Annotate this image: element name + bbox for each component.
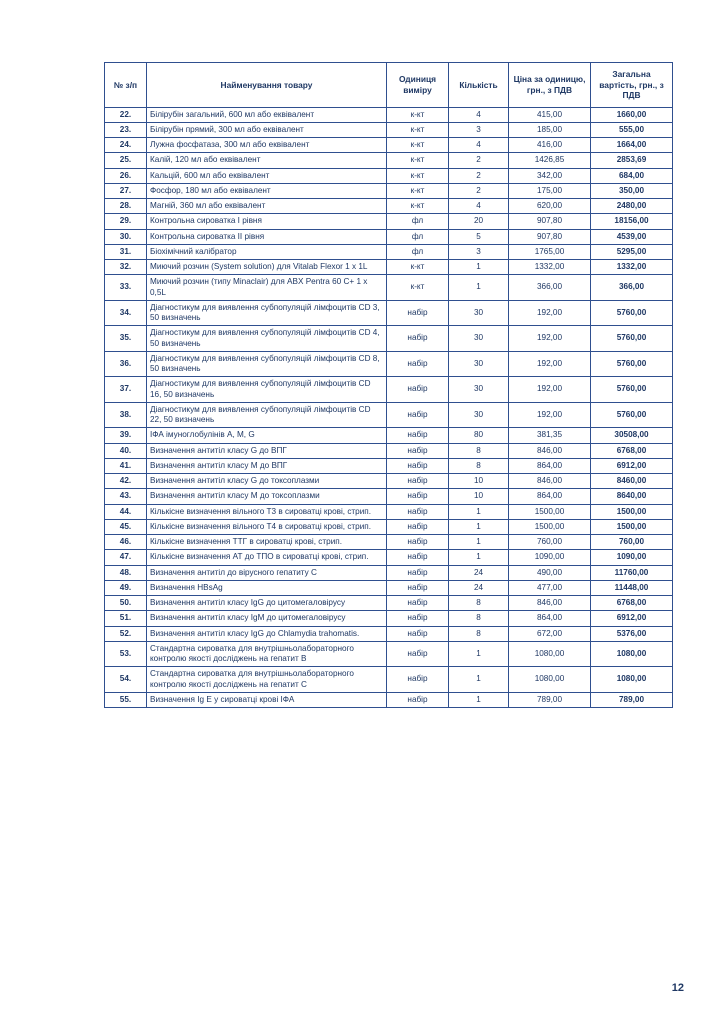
cell-quantity: 8 bbox=[449, 626, 509, 641]
column-header-number: № з/п bbox=[105, 63, 147, 108]
cell-number: 36. bbox=[105, 351, 147, 377]
cell-quantity: 3 bbox=[449, 244, 509, 259]
cell-number: 24. bbox=[105, 138, 147, 153]
cell-quantity: 1 bbox=[449, 667, 509, 693]
cell-product-name: Діагностикум для виявлення субпопуляцій лімфоцитів CD 8, 50 визначень bbox=[147, 351, 387, 377]
table-row bbox=[105, 214, 673, 229]
cell-unit-price: 864,00 bbox=[509, 611, 591, 626]
cell-unit-price: 1500,00 bbox=[509, 504, 591, 519]
cell-quantity: 24 bbox=[449, 565, 509, 580]
table-row bbox=[105, 402, 673, 428]
cell-unit-price: 415,00 bbox=[509, 107, 591, 122]
cell-quantity: 8 bbox=[449, 596, 509, 611]
cell-quantity: 8 bbox=[449, 458, 509, 473]
cell-product-name: Визначення антитіл класу G до токсоплазми bbox=[147, 474, 387, 489]
cell-unit-price: 1090,00 bbox=[509, 550, 591, 565]
cell-total-price: 5760,00 bbox=[591, 300, 673, 326]
cell-quantity: 4 bbox=[449, 199, 509, 214]
cell-unit: набір bbox=[387, 489, 449, 504]
cell-total-price: 11448,00 bbox=[591, 580, 673, 595]
cell-number: 23. bbox=[105, 122, 147, 137]
cell-number: 25. bbox=[105, 153, 147, 168]
cell-unit: набір bbox=[387, 596, 449, 611]
cell-product-name: Визначення антитіл класу G до ВПГ bbox=[147, 443, 387, 458]
cell-unit-price: 846,00 bbox=[509, 474, 591, 489]
cell-unit-price: 175,00 bbox=[509, 183, 591, 198]
cell-quantity: 1 bbox=[449, 275, 509, 301]
cell-number: 53. bbox=[105, 641, 147, 667]
cell-unit-price: 846,00 bbox=[509, 443, 591, 458]
table-row bbox=[105, 596, 673, 611]
cell-unit-price: 760,00 bbox=[509, 535, 591, 550]
cell-product-name: Стандартна сироватка для внутрішньолабораторного контролю якості досліджень на гепатит С bbox=[147, 667, 387, 693]
cell-unit-price: 864,00 bbox=[509, 489, 591, 504]
table-row bbox=[105, 692, 673, 707]
cell-unit: набір bbox=[387, 626, 449, 641]
cell-total-price: 4539,00 bbox=[591, 229, 673, 244]
cell-unit: набір bbox=[387, 458, 449, 473]
cell-product-name: Визначення антитіл класу M до ВПГ bbox=[147, 458, 387, 473]
cell-number: 34. bbox=[105, 300, 147, 326]
table-row bbox=[105, 168, 673, 183]
cell-total-price: 8640,00 bbox=[591, 489, 673, 504]
page-number: 12 bbox=[671, 982, 684, 994]
cell-number: 40. bbox=[105, 443, 147, 458]
cell-number: 44. bbox=[105, 504, 147, 519]
cell-unit: набір bbox=[387, 535, 449, 550]
cell-unit: набір bbox=[387, 519, 449, 534]
cell-unit-price: 846,00 bbox=[509, 596, 591, 611]
table-body bbox=[105, 107, 673, 708]
cell-product-name: ІФА імуноглобулінів A, M, G bbox=[147, 428, 387, 443]
cell-total-price: 1090,00 bbox=[591, 550, 673, 565]
cell-product-name: Визначення антитіл класу IgG до Chlamydia trahomatis. bbox=[147, 626, 387, 641]
cell-quantity: 80 bbox=[449, 428, 509, 443]
cell-total-price: 5295,00 bbox=[591, 244, 673, 259]
cell-unit-price: 192,00 bbox=[509, 377, 591, 403]
cell-unit: набір bbox=[387, 351, 449, 377]
cell-product-name: Стандартна сироватка для внутрішньолабораторного контролю якості досліджень на гепатит В bbox=[147, 641, 387, 667]
cell-total-price: 5760,00 bbox=[591, 351, 673, 377]
cell-number: 38. bbox=[105, 402, 147, 428]
table-row bbox=[105, 626, 673, 641]
cell-number: 32. bbox=[105, 260, 147, 275]
cell-quantity: 30 bbox=[449, 300, 509, 326]
cell-unit-price: 192,00 bbox=[509, 300, 591, 326]
cell-unit-price: 1080,00 bbox=[509, 641, 591, 667]
cell-number: 30. bbox=[105, 229, 147, 244]
cell-number: 26. bbox=[105, 168, 147, 183]
cell-product-name: Визначення антитіл класу IgM до цитомегаловірусу bbox=[147, 611, 387, 626]
cell-product-name: Білірубін прямий, 300 мл або еквівалент bbox=[147, 122, 387, 137]
cell-number: 22. bbox=[105, 107, 147, 122]
cell-unit-price: 1332,00 bbox=[509, 260, 591, 275]
table-row bbox=[105, 641, 673, 667]
cell-product-name: Кількісне визначення вільного Т3 в сироватці крові, стрип. bbox=[147, 504, 387, 519]
cell-product-name: Біохімічний калібратор bbox=[147, 244, 387, 259]
table-row bbox=[105, 667, 673, 693]
cell-unit: набір bbox=[387, 667, 449, 693]
table-row bbox=[105, 199, 673, 214]
cell-unit: к-кт bbox=[387, 138, 449, 153]
cell-unit-price: 416,00 bbox=[509, 138, 591, 153]
cell-number: 54. bbox=[105, 667, 147, 693]
cell-product-name: Кількісне визначення ТТГ в сироватці крові, стрип. bbox=[147, 535, 387, 550]
table-header bbox=[105, 63, 673, 108]
cell-number: 41. bbox=[105, 458, 147, 473]
cell-total-price: 1500,00 bbox=[591, 504, 673, 519]
cell-product-name: Калій, 120 мл або еквівалент bbox=[147, 153, 387, 168]
cell-number: 48. bbox=[105, 565, 147, 580]
cell-total-price: 6768,00 bbox=[591, 443, 673, 458]
cell-number: 31. bbox=[105, 244, 147, 259]
cell-unit: набір bbox=[387, 326, 449, 352]
cell-number: 28. bbox=[105, 199, 147, 214]
cell-unit-price: 907,80 bbox=[509, 229, 591, 244]
cell-total-price: 6768,00 bbox=[591, 596, 673, 611]
cell-number: 49. bbox=[105, 580, 147, 595]
cell-quantity: 1 bbox=[449, 692, 509, 707]
table-row bbox=[105, 504, 673, 519]
table-row bbox=[105, 260, 673, 275]
cell-unit: набір bbox=[387, 580, 449, 595]
cell-product-name: Контрольна сироватка II рівня bbox=[147, 229, 387, 244]
cell-unit: к-кт bbox=[387, 183, 449, 198]
cell-unit: к-кт bbox=[387, 122, 449, 137]
cell-number: 51. bbox=[105, 611, 147, 626]
table-row bbox=[105, 489, 673, 504]
cell-unit-price: 381,35 bbox=[509, 428, 591, 443]
cell-quantity: 8 bbox=[449, 611, 509, 626]
table-row bbox=[105, 550, 673, 565]
cell-quantity: 30 bbox=[449, 402, 509, 428]
table-row bbox=[105, 183, 673, 198]
table-row bbox=[105, 138, 673, 153]
cell-unit-price: 789,00 bbox=[509, 692, 591, 707]
cell-quantity: 30 bbox=[449, 326, 509, 352]
cell-quantity: 30 bbox=[449, 377, 509, 403]
table-row bbox=[105, 351, 673, 377]
cell-product-name: Визначення антитіл класу M до токсоплазми bbox=[147, 489, 387, 504]
cell-product-name: Лужна фосфатаза, 300 мл або еквівалент bbox=[147, 138, 387, 153]
cell-quantity: 20 bbox=[449, 214, 509, 229]
cell-total-price: 760,00 bbox=[591, 535, 673, 550]
cell-product-name: Кількісне визначення АТ до ТПО в сироватці крові, стрип. bbox=[147, 550, 387, 565]
cell-total-price: 1080,00 bbox=[591, 641, 673, 667]
column-header-unit-price: Ціна за одиницю, грн., з ПДВ bbox=[509, 63, 591, 108]
cell-quantity: 4 bbox=[449, 107, 509, 122]
cell-product-name: Контрольна сироватка I рівня bbox=[147, 214, 387, 229]
cell-number: 33. bbox=[105, 275, 147, 301]
table-row bbox=[105, 474, 673, 489]
cell-unit: набір bbox=[387, 550, 449, 565]
cell-number: 37. bbox=[105, 377, 147, 403]
cell-unit: набір bbox=[387, 402, 449, 428]
table-row bbox=[105, 229, 673, 244]
cell-unit: набір bbox=[387, 474, 449, 489]
table-row bbox=[105, 458, 673, 473]
column-header-unit: Одиниця виміру bbox=[387, 63, 449, 108]
table-row bbox=[105, 122, 673, 137]
cell-unit-price: 1765,00 bbox=[509, 244, 591, 259]
table-row bbox=[105, 300, 673, 326]
cell-unit: фл bbox=[387, 229, 449, 244]
cell-total-price: 366,00 bbox=[591, 275, 673, 301]
cell-unit: набір bbox=[387, 504, 449, 519]
cell-unit: к-кт bbox=[387, 199, 449, 214]
cell-total-price: 2480,00 bbox=[591, 199, 673, 214]
cell-total-price: 11760,00 bbox=[591, 565, 673, 580]
cell-quantity: 30 bbox=[449, 351, 509, 377]
cell-total-price: 30508,00 bbox=[591, 428, 673, 443]
cell-unit-price: 366,00 bbox=[509, 275, 591, 301]
cell-number: 29. bbox=[105, 214, 147, 229]
cell-unit: к-кт bbox=[387, 168, 449, 183]
cell-unit: набір bbox=[387, 443, 449, 458]
cell-number: 50. bbox=[105, 596, 147, 611]
cell-unit: фл bbox=[387, 214, 449, 229]
cell-total-price: 8460,00 bbox=[591, 474, 673, 489]
cell-unit-price: 490,00 bbox=[509, 565, 591, 580]
cell-quantity: 2 bbox=[449, 168, 509, 183]
cell-total-price: 6912,00 bbox=[591, 611, 673, 626]
cell-unit-price: 192,00 bbox=[509, 351, 591, 377]
cell-quantity: 1 bbox=[449, 519, 509, 534]
cell-unit-price: 192,00 bbox=[509, 402, 591, 428]
cell-total-price: 684,00 bbox=[591, 168, 673, 183]
cell-unit: набір bbox=[387, 692, 449, 707]
table-row bbox=[105, 153, 673, 168]
cell-quantity: 4 bbox=[449, 138, 509, 153]
cell-product-name: Фосфор, 180 мл або еквівалент bbox=[147, 183, 387, 198]
table-row bbox=[105, 428, 673, 443]
cell-number: 47. bbox=[105, 550, 147, 565]
table-header-row bbox=[105, 63, 673, 108]
cell-quantity: 10 bbox=[449, 474, 509, 489]
cell-unit-price: 1426,85 bbox=[509, 153, 591, 168]
cell-number: 45. bbox=[105, 519, 147, 534]
cell-product-name: Діагностикум для виявлення субпопуляцій лімфоцитів CD 4, 50 визначень bbox=[147, 326, 387, 352]
cell-quantity: 2 bbox=[449, 183, 509, 198]
cell-unit: набір bbox=[387, 300, 449, 326]
cell-unit: к-кт bbox=[387, 275, 449, 301]
cell-quantity: 2 bbox=[449, 153, 509, 168]
table-row bbox=[105, 275, 673, 301]
cell-unit: набір bbox=[387, 641, 449, 667]
cell-unit-price: 672,00 bbox=[509, 626, 591, 641]
cell-total-price: 6912,00 bbox=[591, 458, 673, 473]
cell-number: 27. bbox=[105, 183, 147, 198]
cell-product-name: Визначення антитіл до вірусного гепатиту С bbox=[147, 565, 387, 580]
column-header-quantity: Кількість bbox=[449, 63, 509, 108]
cell-product-name: Кальцій, 600 мл або еквівалент bbox=[147, 168, 387, 183]
cell-product-name: Визначення Ig E у сироватці крові ІФА bbox=[147, 692, 387, 707]
cell-product-name: Магній, 360 мл або еквівалент bbox=[147, 199, 387, 214]
cell-unit: фл bbox=[387, 244, 449, 259]
cell-total-price: 18156,00 bbox=[591, 214, 673, 229]
cell-quantity: 3 bbox=[449, 122, 509, 137]
cell-unit-price: 1080,00 bbox=[509, 667, 591, 693]
cell-unit-price: 1500,00 bbox=[509, 519, 591, 534]
table-row bbox=[105, 611, 673, 626]
table-row bbox=[105, 443, 673, 458]
cell-total-price: 2853,69 bbox=[591, 153, 673, 168]
table-row bbox=[105, 107, 673, 122]
column-header-total-price: Загальна вартість, грн., з ПДВ bbox=[591, 63, 673, 108]
cell-quantity: 1 bbox=[449, 550, 509, 565]
table-row bbox=[105, 565, 673, 580]
table-row bbox=[105, 519, 673, 534]
cell-unit-price: 342,00 bbox=[509, 168, 591, 183]
cell-product-name: Миючий розчин (System solution) для Vitalab Flexor 1 x 1L bbox=[147, 260, 387, 275]
price-table bbox=[104, 62, 673, 708]
cell-total-price: 1332,00 bbox=[591, 260, 673, 275]
cell-total-price: 5760,00 bbox=[591, 326, 673, 352]
table-row bbox=[105, 377, 673, 403]
cell-unit-price: 907,80 bbox=[509, 214, 591, 229]
cell-unit: набір bbox=[387, 428, 449, 443]
cell-product-name: Миючий розчин (типу Minaclair) для ABX Pentra 60 C+ 1 x 0,5L bbox=[147, 275, 387, 301]
cell-quantity: 1 bbox=[449, 535, 509, 550]
cell-unit: к-кт bbox=[387, 260, 449, 275]
cell-total-price: 789,00 bbox=[591, 692, 673, 707]
cell-number: 42. bbox=[105, 474, 147, 489]
cell-unit-price: 192,00 bbox=[509, 326, 591, 352]
table-row bbox=[105, 326, 673, 352]
cell-number: 46. bbox=[105, 535, 147, 550]
column-header-product-name: Найменування товару bbox=[147, 63, 387, 108]
table-row bbox=[105, 580, 673, 595]
cell-number: 52. bbox=[105, 626, 147, 641]
cell-total-price: 350,00 bbox=[591, 183, 673, 198]
cell-unit-price: 185,00 bbox=[509, 122, 591, 137]
cell-product-name: Діагностикум для виявлення субпопуляцій лімфоцитів CD 16, 50 визначень bbox=[147, 377, 387, 403]
cell-number: 35. bbox=[105, 326, 147, 352]
cell-unit: к-кт bbox=[387, 107, 449, 122]
cell-total-price: 555,00 bbox=[591, 122, 673, 137]
cell-quantity: 24 bbox=[449, 580, 509, 595]
cell-unit: набір bbox=[387, 611, 449, 626]
cell-quantity: 1 bbox=[449, 504, 509, 519]
cell-unit-price: 864,00 bbox=[509, 458, 591, 473]
cell-total-price: 1500,00 bbox=[591, 519, 673, 534]
cell-product-name: Діагностикум для виявлення субпопуляцій лімфоцитів CD 22, 50 визначень bbox=[147, 402, 387, 428]
cell-number: 39. bbox=[105, 428, 147, 443]
cell-total-price: 5376,00 bbox=[591, 626, 673, 641]
cell-total-price: 1664,00 bbox=[591, 138, 673, 153]
cell-product-name: Білірубін загальний, 600 мл або еквівалент bbox=[147, 107, 387, 122]
cell-product-name: Визначення антитіл класу IgG до цитомегаловірусу bbox=[147, 596, 387, 611]
cell-number: 43. bbox=[105, 489, 147, 504]
cell-quantity: 1 bbox=[449, 641, 509, 667]
cell-unit: набір bbox=[387, 565, 449, 580]
cell-product-name: Визначення HBsAg bbox=[147, 580, 387, 595]
cell-unit: набір bbox=[387, 377, 449, 403]
cell-total-price: 5760,00 bbox=[591, 377, 673, 403]
cell-quantity: 8 bbox=[449, 443, 509, 458]
cell-unit-price: 620,00 bbox=[509, 199, 591, 214]
cell-total-price: 1080,00 bbox=[591, 667, 673, 693]
table-row bbox=[105, 244, 673, 259]
cell-quantity: 5 bbox=[449, 229, 509, 244]
cell-number: 55. bbox=[105, 692, 147, 707]
cell-quantity: 10 bbox=[449, 489, 509, 504]
cell-unit-price: 477,00 bbox=[509, 580, 591, 595]
cell-total-price: 5760,00 bbox=[591, 402, 673, 428]
cell-unit: к-кт bbox=[387, 153, 449, 168]
table-row bbox=[105, 535, 673, 550]
cell-quantity: 1 bbox=[449, 260, 509, 275]
cell-product-name: Кількісне визначення вільного Т4 в сироватці крові, стрип. bbox=[147, 519, 387, 534]
cell-product-name: Діагностикум для виявлення субпопуляцій лімфоцитів CD 3, 50 визначень bbox=[147, 300, 387, 326]
cell-total-price: 1660,00 bbox=[591, 107, 673, 122]
